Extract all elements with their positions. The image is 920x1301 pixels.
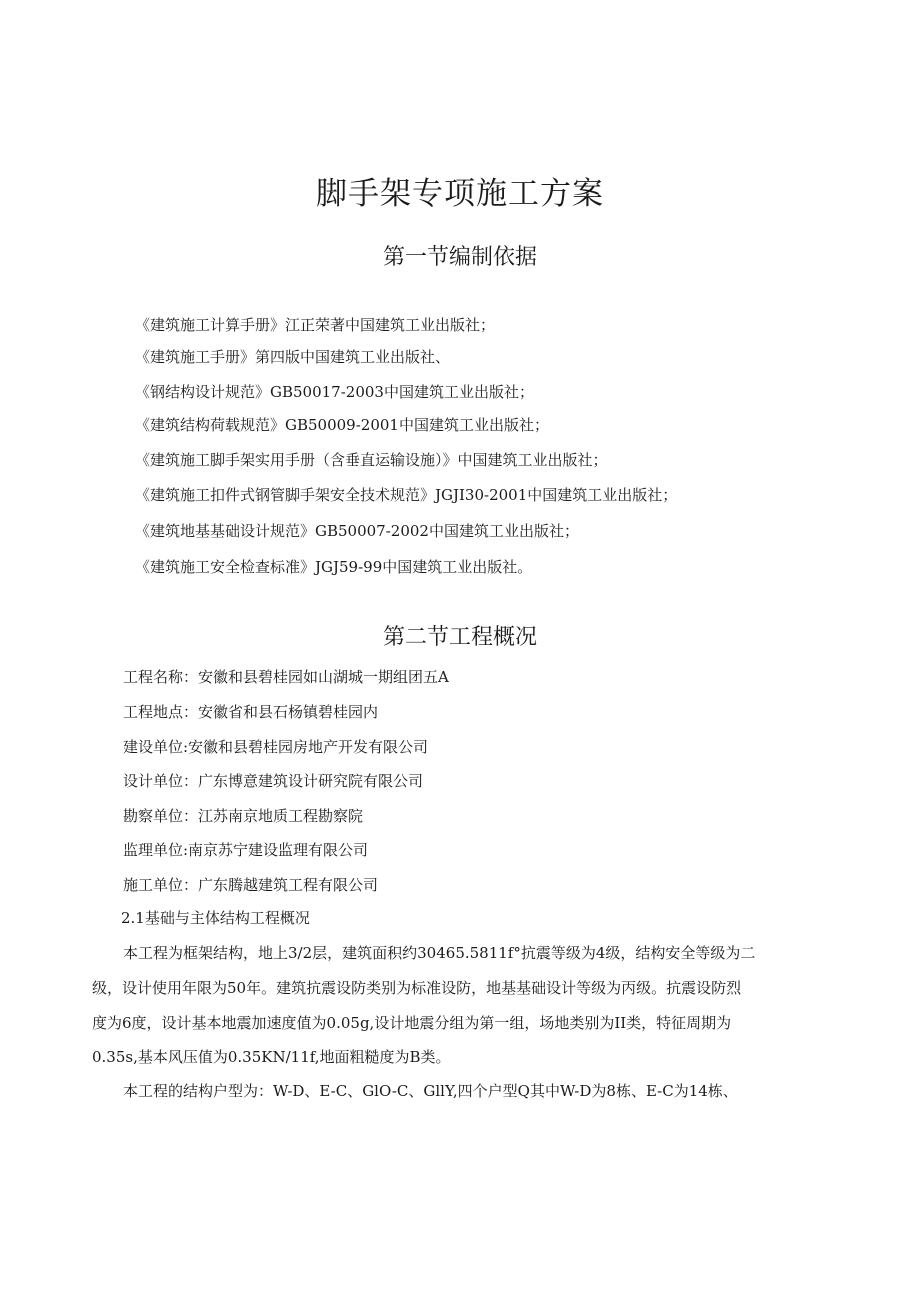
reference-item: 《建筑地基基础设计规范》GB50007-2002中国建筑工业出版社； (135, 522, 579, 540)
paragraph-line: 级，设计使用年限为50年。建筑抗震设防类别为标准设防，地基基础设计等级为丙级。抗震设防烈 (92, 979, 742, 997)
section-heading-basis: 第一节编制依据 (382, 245, 537, 270)
reference-item: 《建筑施工脚手架实用手册（含垂直运输设施）》中国建筑工业出版社； (135, 451, 608, 469)
paragraph-line: 本工程为框架结构，地上3/2层，建筑面积约30465.5811f°抗震等级为4级，结构安全等级为二 (123, 944, 756, 962)
reference-item: 《建筑结构荷载规范》GB50009-2001中国建筑工业出版社； (135, 416, 549, 434)
reference-item: 《建筑施工安全检查标准》JGJ59-99中国建筑工业出版社。 (135, 558, 533, 576)
project-location: 工程地点：安徽省和县石杨镇碧桂园内 (123, 703, 379, 721)
supervision-unit: 监理单位:南京苏宁建设监理有限公司 (123, 841, 369, 859)
document-title: 脚手架专项施工方案 (316, 176, 604, 212)
reference-item: 《钢结构设计规范》GB50017-2003中国建筑工业出版社； (135, 383, 534, 401)
subsection-heading: 2.1基础与主体结构工程概况 (121, 909, 310, 927)
reference-item: 《建筑施工手册》第四版中国建筑工业出版社、 (135, 348, 451, 366)
reference-item: 《建筑施工扣件式钢管脚手架安全技术规范》JGJI30-2001中国建筑工业出版社； (135, 486, 678, 504)
paragraph-line: 本工程的结构户型为：W-D、E-C、GlO-C、GllY,四个户型Q其中W-D为8栋、E-C为14栋、 (123, 1082, 738, 1100)
client-unit: 建设单位:安徽和县碧桂园房地产开发有限公司 (123, 738, 429, 756)
paragraph-line: 度为6度，设计基本地震加速度值为0.05g,设计地震分组为第一组，场地类别为II类，特征周期为 (92, 1014, 732, 1032)
paragraph-line: 0.35s,基本风压值为0.35KN/11f,地面粗糙度为B类。 (92, 1048, 451, 1066)
reference-item: 《建筑施工计算手册》江正荣著中国建筑工业出版社； (135, 316, 496, 334)
construction-unit: 施工单位：广东腾越建筑工程有限公司 (123, 876, 379, 894)
design-unit: 设计单位：广东博意建筑设计研究院有限公司 (123, 772, 424, 790)
section-heading-overview: 第二节工程概况 (382, 625, 537, 650)
survey-unit: 勘察单位：江苏南京地质工程勘察院 (123, 807, 364, 825)
project-name: 工程名称：安徽和县碧桂园如山湖城一期组团五A (123, 668, 449, 686)
